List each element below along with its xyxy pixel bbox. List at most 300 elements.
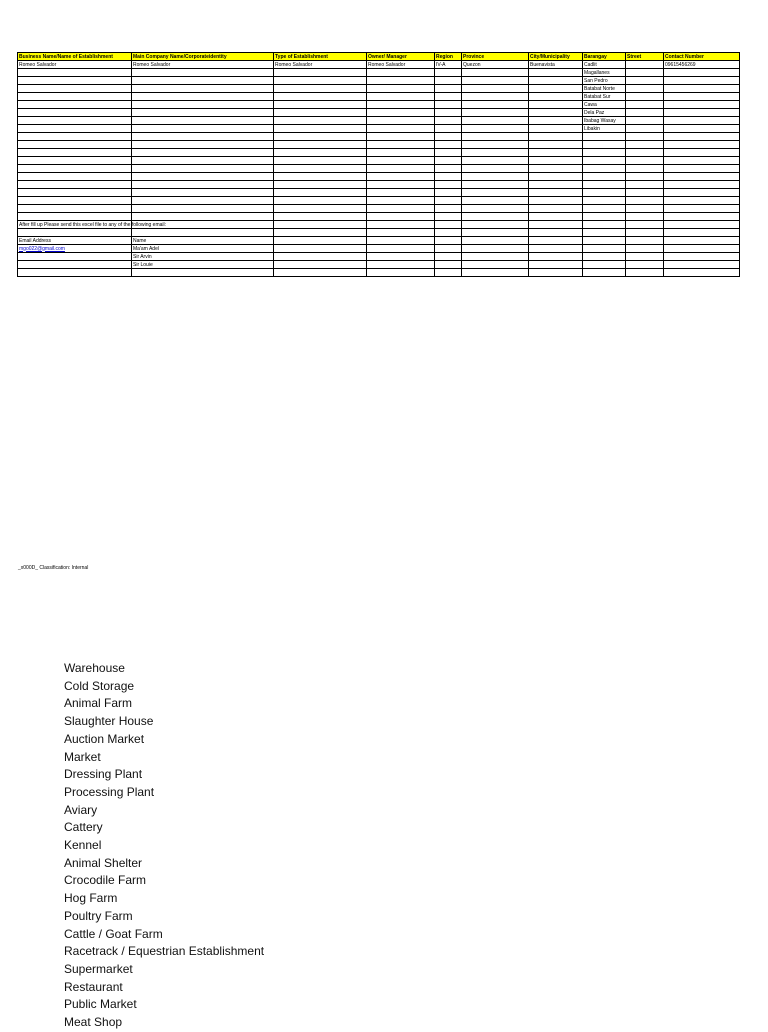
table-cell[interactable] (664, 237, 740, 245)
table-cell[interactable]: 09615456269 (664, 61, 740, 69)
table-cell[interactable] (626, 149, 664, 157)
table-cell[interactable] (529, 149, 583, 157)
header-establishment-type[interactable]: Type of Establishment (274, 53, 367, 61)
table-cell[interactable] (274, 165, 367, 173)
list-item: Supermarket (64, 961, 133, 976)
table-cell[interactable] (529, 133, 583, 141)
table-cell[interactable] (274, 133, 367, 141)
table-cell[interactable] (664, 149, 740, 157)
table-cell[interactable] (274, 141, 367, 149)
table-cell[interactable] (435, 149, 462, 157)
header-region[interactable]: Region (435, 53, 462, 61)
table-cell[interactable] (664, 109, 740, 117)
table-cell[interactable] (274, 237, 367, 245)
table-cell[interactable]: Email Address (18, 237, 132, 245)
table-cell[interactable] (274, 253, 367, 261)
table-cell[interactable] (132, 77, 274, 85)
table-cell[interactable]: Romeo Salvador (132, 61, 274, 69)
table-cell[interactable] (529, 69, 583, 77)
table-row (18, 157, 740, 165)
table-cell[interactable] (664, 93, 740, 101)
table-cell[interactable] (274, 205, 367, 213)
table-cell[interactable] (435, 237, 462, 245)
table-row (18, 173, 740, 181)
table-cell[interactable] (583, 141, 626, 149)
table-cell[interactable] (462, 165, 529, 173)
table-cell[interactable]: Magallanes (583, 69, 626, 77)
table-cell[interactable] (18, 173, 132, 181)
table-cell[interactable] (367, 165, 435, 173)
table-cell[interactable] (664, 117, 740, 125)
table-cell[interactable] (274, 221, 367, 229)
table-cell[interactable] (367, 213, 435, 221)
table-cell[interactable] (529, 109, 583, 117)
table-cell[interactable] (367, 109, 435, 117)
table-cell[interactable] (367, 125, 435, 133)
table-cell[interactable] (462, 221, 529, 229)
table-cell[interactable]: Ma'am Adel (132, 245, 274, 253)
table-cell[interactable] (664, 181, 740, 189)
table-cell[interactable] (274, 213, 367, 221)
list-item: Market (64, 749, 101, 764)
table-cell[interactable] (274, 109, 367, 117)
table-cell[interactable] (626, 133, 664, 141)
header-business-name[interactable]: Business Name/Name of Establishment (18, 53, 132, 61)
table-cell[interactable] (274, 245, 367, 253)
table-cell[interactable] (664, 245, 740, 253)
table-cell[interactable] (274, 69, 367, 77)
table-cell[interactable] (462, 197, 529, 205)
header-province[interactable]: Province (462, 53, 529, 61)
table-cell[interactable]: Buenavista (529, 61, 583, 69)
table-cell[interactable] (367, 181, 435, 189)
table-cell[interactable] (367, 221, 435, 229)
table-cell[interactable] (529, 85, 583, 93)
table-cell[interactable] (274, 117, 367, 125)
table-cell[interactable] (529, 101, 583, 109)
table-cell[interactable] (583, 173, 626, 181)
table-cell[interactable] (626, 205, 664, 213)
table-cell[interactable] (435, 109, 462, 117)
table-cell[interactable] (132, 125, 274, 133)
table-cell[interactable] (529, 197, 583, 205)
table-cell[interactable] (529, 205, 583, 213)
table-cell[interactable] (529, 117, 583, 125)
table-cell[interactable] (132, 133, 274, 141)
header-contact-number[interactable]: Contact Number (664, 53, 740, 61)
table-cell[interactable] (626, 157, 664, 165)
table-cell[interactable] (626, 173, 664, 181)
table-cell[interactable] (435, 165, 462, 173)
list-item: Cold Storage (64, 678, 135, 693)
header-company-name[interactable]: Main Company Name/Corporateidentity (132, 53, 274, 61)
table-cell[interactable] (462, 93, 529, 101)
table-cell[interactable] (274, 229, 367, 237)
table-cell[interactable] (435, 117, 462, 125)
table-cell[interactable] (664, 229, 740, 237)
table-cell[interactable] (462, 237, 529, 245)
table-cell[interactable] (132, 269, 274, 277)
table-cell[interactable] (529, 165, 583, 173)
table-cell[interactable] (132, 117, 274, 125)
table-cell[interactable] (274, 101, 367, 109)
table-cell[interactable] (626, 197, 664, 205)
table-cell[interactable] (367, 101, 435, 109)
table-cell[interactable] (664, 125, 740, 133)
table-cell[interactable] (132, 205, 274, 213)
table-cell[interactable] (435, 197, 462, 205)
table-cell[interactable]: Dela Paz (583, 109, 626, 117)
table-cell[interactable] (18, 85, 132, 93)
table-cell[interactable] (529, 245, 583, 253)
table-cell[interactable] (274, 269, 367, 277)
table-cell[interactable] (529, 253, 583, 261)
table-cell[interactable] (664, 165, 740, 173)
table-cell[interactable] (435, 173, 462, 181)
table-cell[interactable] (18, 197, 132, 205)
table-cell[interactable] (664, 173, 740, 181)
table-cell[interactable] (132, 181, 274, 189)
table-cell[interactable] (435, 181, 462, 189)
table-cell[interactable] (626, 229, 664, 237)
table-cell[interactable] (462, 205, 529, 213)
table-cell[interactable] (435, 141, 462, 149)
table-row (18, 229, 740, 237)
table-cell[interactable] (435, 69, 462, 77)
table-cell[interactable] (462, 133, 529, 141)
table-cell[interactable] (664, 101, 740, 109)
table-cell[interactable] (583, 261, 626, 269)
table-row (18, 61, 740, 69)
table-cell[interactable] (18, 229, 132, 237)
header-barangay[interactable]: Barangay (583, 53, 626, 61)
table-cell[interactable] (367, 93, 435, 101)
establishment-type-list (64, 660, 264, 1032)
table-cell[interactable] (583, 221, 626, 229)
table-cell[interactable] (626, 269, 664, 277)
table-cell[interactable]: Cawa (583, 101, 626, 109)
table-cell[interactable] (626, 189, 664, 197)
table-cell[interactable] (583, 269, 626, 277)
table-cell[interactable] (626, 93, 664, 101)
table-cell[interactable] (367, 245, 435, 253)
table-cell[interactable] (435, 205, 462, 213)
table-cell[interactable] (626, 141, 664, 149)
table-cell[interactable] (462, 101, 529, 109)
classification-label: _x000D_ Classification: Internal (18, 565, 89, 571)
table-cell[interactable] (367, 85, 435, 93)
table-cell[interactable] (18, 269, 132, 277)
table-row (18, 189, 740, 197)
table-cell[interactable]: Sir Louie (132, 261, 274, 269)
table-cell[interactable] (132, 165, 274, 173)
table-cell[interactable] (462, 117, 529, 125)
table-cell[interactable] (462, 149, 529, 157)
table-cell[interactable]: Libakin (583, 125, 626, 133)
table-cell[interactable] (18, 149, 132, 157)
table-cell[interactable] (435, 253, 462, 261)
table-cell[interactable]: Romeo Salvador (274, 61, 367, 69)
table-cell[interactable] (274, 157, 367, 165)
list-item: Hog Farm (64, 891, 118, 906)
table-cell[interactable] (462, 157, 529, 165)
table-cell[interactable] (18, 181, 132, 189)
table-cell[interactable] (664, 197, 740, 205)
table-cell[interactable] (18, 205, 132, 213)
table-cell[interactable]: mgo022@gmail.com (18, 245, 132, 253)
table-row (18, 133, 740, 141)
table-cell[interactable] (529, 229, 583, 237)
table-cell[interactable] (367, 261, 435, 269)
table-cell[interactable] (583, 213, 626, 221)
table-cell[interactable] (626, 69, 664, 77)
table-cell[interactable] (529, 93, 583, 101)
table-cell[interactable] (462, 85, 529, 93)
table-cell[interactable] (367, 157, 435, 165)
table-row (18, 69, 740, 77)
table-cell[interactable]: Quezon (462, 61, 529, 69)
table-cell[interactable] (18, 141, 132, 149)
table-cell[interactable] (664, 77, 740, 85)
table-cell[interactable] (367, 229, 435, 237)
table-cell[interactable]: Romeo Salvador (18, 61, 132, 69)
table-cell[interactable] (18, 125, 132, 133)
table-cell[interactable] (462, 229, 529, 237)
table-cell[interactable] (626, 221, 664, 229)
table-cell[interactable] (462, 173, 529, 181)
table-cell[interactable] (132, 157, 274, 165)
table-cell[interactable] (626, 213, 664, 221)
table-cell[interactable] (435, 261, 462, 269)
table-cell[interactable] (626, 261, 664, 269)
table-cell[interactable] (462, 69, 529, 77)
table-cell[interactable]: Batabat Sur (583, 93, 626, 101)
table-cell[interactable] (529, 125, 583, 133)
table-cell[interactable]: IV-A (435, 61, 462, 69)
table-cell[interactable] (18, 189, 132, 197)
table-cell[interactable] (274, 261, 367, 269)
table-cell[interactable] (664, 69, 740, 77)
table-cell[interactable] (132, 85, 274, 93)
table-cell[interactable] (583, 133, 626, 141)
table-cell[interactable] (274, 189, 367, 197)
table-cell[interactable] (664, 261, 740, 269)
table-cell[interactable] (367, 189, 435, 197)
table-cell[interactable] (462, 189, 529, 197)
table-cell[interactable] (529, 189, 583, 197)
table-cell[interactable] (529, 77, 583, 85)
table-cell[interactable] (132, 69, 274, 77)
table-cell[interactable] (274, 77, 367, 85)
table-cell[interactable] (132, 189, 274, 197)
table-cell[interactable] (626, 253, 664, 261)
table-cell[interactable] (462, 181, 529, 189)
table-cell[interactable] (462, 253, 529, 261)
table-cell[interactable] (583, 165, 626, 173)
table-cell[interactable] (18, 77, 132, 85)
table-cell[interactable] (435, 85, 462, 93)
table-cell[interactable] (132, 213, 274, 221)
table-row (18, 197, 740, 205)
table-cell[interactable] (462, 269, 529, 277)
table-cell[interactable] (626, 117, 664, 125)
header-row (18, 53, 740, 61)
table-cell[interactable] (583, 189, 626, 197)
table-cell[interactable] (367, 149, 435, 157)
table-cell[interactable] (435, 221, 462, 229)
table-cell[interactable] (435, 245, 462, 253)
header-owner-manager[interactable]: Owner/ Manager (367, 53, 435, 61)
table-cell[interactable]: Sir Arvin (132, 253, 274, 261)
table-cell[interactable] (529, 261, 583, 269)
table-cell[interactable] (18, 109, 132, 117)
table-cell[interactable] (18, 69, 132, 77)
table-cell[interactable]: Batabat Norte (583, 85, 626, 93)
table-cell[interactable] (18, 93, 132, 101)
table-cell[interactable] (583, 181, 626, 189)
table-cell[interactable] (583, 253, 626, 261)
table-cell[interactable] (664, 141, 740, 149)
table-cell[interactable] (529, 221, 583, 229)
table-cell[interactable] (18, 133, 132, 141)
table-cell[interactable] (367, 205, 435, 213)
table-cell[interactable] (435, 77, 462, 85)
header-city[interactable]: City/Municipality (529, 53, 583, 61)
table-cell[interactable] (274, 173, 367, 181)
table-cell[interactable] (132, 141, 274, 149)
table-cell[interactable] (132, 229, 274, 237)
table-cell[interactable] (529, 157, 583, 165)
list-item: Warehouse (64, 661, 125, 675)
table-cell[interactable] (18, 101, 132, 109)
table-cell[interactable] (132, 93, 274, 101)
table-cell[interactable] (626, 77, 664, 85)
table-cell[interactable] (626, 61, 664, 69)
table-cell[interactable] (18, 117, 132, 125)
table-cell[interactable] (529, 269, 583, 277)
table-cell[interactable] (664, 221, 740, 229)
table-cell[interactable] (583, 237, 626, 245)
list-item: Meat Shop (64, 1015, 123, 1030)
table-cell[interactable] (664, 269, 740, 277)
table-cell[interactable] (274, 149, 367, 157)
table-cell[interactable] (435, 213, 462, 221)
table-cell[interactable] (583, 245, 626, 253)
table-cell[interactable] (18, 261, 132, 269)
table-cell[interactable] (626, 101, 664, 109)
table-cell[interactable] (583, 197, 626, 205)
table-cell[interactable] (132, 197, 274, 205)
table-cell[interactable] (18, 157, 132, 165)
table-cell[interactable] (435, 101, 462, 109)
table-cell[interactable]: Romeo Salvador (367, 61, 435, 69)
table-cell[interactable] (664, 85, 740, 93)
table-cell[interactable] (367, 197, 435, 205)
table-cell[interactable] (462, 109, 529, 117)
table-cell[interactable] (664, 253, 740, 261)
table-cell[interactable]: Ibabag Wasay (583, 117, 626, 125)
table-cell[interactable] (132, 101, 274, 109)
table-cell[interactable] (435, 125, 462, 133)
table-cell[interactable] (435, 93, 462, 101)
table-cell[interactable] (274, 93, 367, 101)
table-cell[interactable] (529, 213, 583, 221)
table-cell[interactable] (462, 77, 529, 85)
table-cell[interactable]: After fill up Please send this excel file to any of the following email: (19, 221, 167, 228)
table-cell[interactable] (367, 173, 435, 181)
table-cell[interactable] (132, 149, 274, 157)
table-cell[interactable] (435, 189, 462, 197)
table-row (18, 109, 740, 117)
table-cell[interactable] (462, 141, 529, 149)
table-cell[interactable] (274, 125, 367, 133)
table-cell[interactable] (626, 181, 664, 189)
table-cell[interactable] (274, 181, 367, 189)
table-cell[interactable] (435, 269, 462, 277)
table-cell[interactable] (626, 109, 664, 117)
table-cell[interactable] (435, 229, 462, 237)
list-item: Animal Farm (64, 696, 133, 711)
table-cell[interactable] (367, 269, 435, 277)
table-cell[interactable] (462, 261, 529, 269)
table-cell[interactable] (274, 85, 367, 93)
table-cell[interactable] (664, 189, 740, 197)
table-cell[interactable] (529, 141, 583, 149)
table-cell[interactable] (664, 133, 740, 141)
table-cell[interactable] (529, 173, 583, 181)
table-cell[interactable] (583, 157, 626, 165)
table-cell[interactable] (367, 253, 435, 261)
table-cell[interactable]: Cadlit (583, 61, 626, 69)
list-item: Racetrack / Equestrian Establishment (64, 944, 265, 959)
table-cell[interactable] (18, 213, 132, 221)
table-row (18, 141, 740, 149)
table-cell[interactable] (435, 133, 462, 141)
table-cell[interactable] (462, 213, 529, 221)
table-cell[interactable] (367, 141, 435, 149)
table-cell[interactable] (626, 245, 664, 253)
table-cell[interactable] (529, 237, 583, 245)
header-street[interactable]: Street (626, 53, 664, 61)
table-cell[interactable] (583, 229, 626, 237)
table-cell[interactable] (529, 181, 583, 189)
table-cell[interactable] (367, 133, 435, 141)
table-cell[interactable]: Name (132, 237, 274, 245)
table-cell[interactable] (462, 245, 529, 253)
table-cell[interactable]: San Pedro (583, 77, 626, 85)
table-cell[interactable] (626, 125, 664, 133)
table-cell[interactable] (626, 237, 664, 245)
table-cell[interactable] (462, 125, 529, 133)
table-cell[interactable] (367, 237, 435, 245)
table-cell[interactable] (626, 85, 664, 93)
table-cell[interactable] (664, 213, 740, 221)
table-cell[interactable] (132, 109, 274, 117)
table-cell[interactable] (18, 165, 132, 173)
table-cell[interactable] (583, 205, 626, 213)
table-cell[interactable] (274, 197, 367, 205)
table-cell[interactable] (664, 157, 740, 165)
table-cell[interactable] (367, 69, 435, 77)
table-cell[interactable] (435, 157, 462, 165)
table-cell[interactable] (18, 253, 132, 261)
table-cell[interactable] (626, 165, 664, 173)
table-cell[interactable] (664, 205, 740, 213)
table-cell[interactable] (583, 149, 626, 157)
table-cell[interactable] (367, 117, 435, 125)
table-cell[interactable] (132, 173, 274, 181)
table-cell[interactable] (367, 77, 435, 85)
